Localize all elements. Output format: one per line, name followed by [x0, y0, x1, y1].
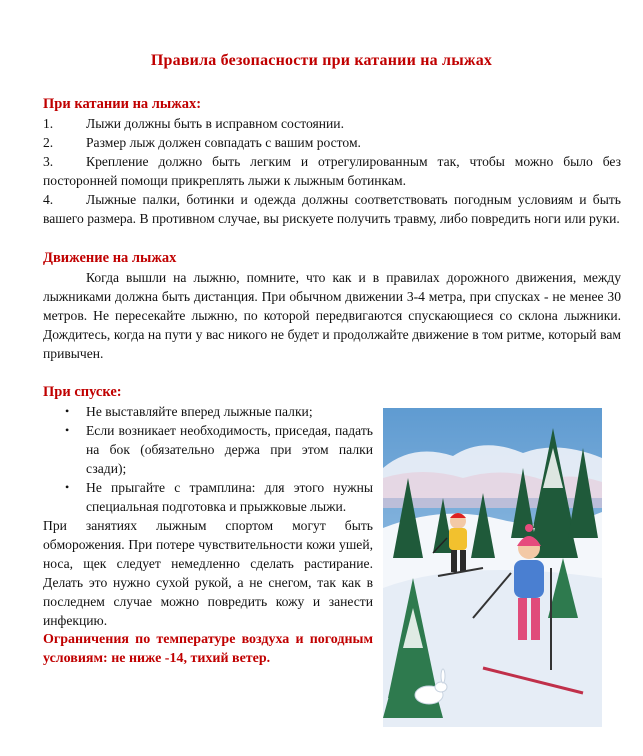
item-number: 2.	[43, 135, 54, 150]
cloud-shape	[383, 472, 602, 508]
frostbite-paragraph: При занятиях лыжным спортом могут быть обморожения. При потере чувствительности кожи ушей, носа, щек следует немедленно сделать растирание. Делать это нужно сухой рукой, а не снегом, так как в последнем случае можно повредить кожу и занести инфекцию.	[43, 518, 373, 628]
descent-rules-list	[43, 402, 373, 516]
riding-rules-heading: При катании на лыжах:	[43, 96, 202, 112]
page-title: Правила безопасности при катании на лыжах	[150, 52, 493, 69]
bullet-icon: •	[65, 423, 70, 437]
list-item	[43, 402, 373, 421]
list-item	[43, 114, 621, 133]
movement-paragraph: Когда вышли на лыжню, помните, что как и в правилах дорожного движения, между лыжниками должна быть дистанция. При обычном движении 3-4 метра, при спусках - не менее 30 метров. Не пересекайте лыжню, по которой передвигаются спускающиеся со склона лыжники. Дождитесь, когда на пути у вас никого не будет и продолжайте движение в том ритме, который вам привычен.	[43, 270, 621, 361]
list-item	[43, 133, 621, 152]
item-number: 3.	[43, 154, 54, 169]
movement-heading: Движение на лыжах	[43, 250, 177, 266]
list-item	[43, 478, 373, 516]
list-item	[43, 190, 621, 228]
item-text: Не выставляйте вперед лыжные палки;	[86, 404, 313, 419]
list-item	[43, 421, 373, 478]
item-number: 4.	[43, 192, 54, 207]
item-number: 1.	[43, 116, 54, 131]
item-text: Лыжные палки, ботинки и одежда должны соответствовать погодным условиям и быть вашего размера. В противном случае, вы рискуете получить травму, либо повредить ноги или руки.	[43, 192, 621, 226]
item-text: Лыжи должны быть в исправном состоянии.	[86, 116, 344, 131]
descent-section	[43, 383, 373, 668]
riding-rules-section	[43, 95, 621, 228]
item-text: Если возникает необходимость, приседая, падать на бок (обязательно держа при этом палки сзади);	[86, 423, 373, 476]
descent-heading: При спуске:	[43, 384, 122, 400]
item-text: Размер лыж должен совпадать с вашим ростом.	[86, 135, 361, 150]
temperature-restrictions: Ограничения по температуре воздуха и погодным условиям: не ниже -14, тихий ветер.	[43, 632, 373, 666]
item-text: Не прыгайте с трамплина: для этого нужны специальная подготовка и прыжковые лыжи.	[86, 480, 373, 514]
riding-rules-list	[43, 114, 621, 228]
bullet-icon: •	[65, 480, 70, 494]
bullet-icon: •	[65, 404, 70, 418]
skiing-children-illustration	[383, 408, 602, 727]
list-item	[43, 152, 621, 190]
item-text: Крепление должно быть легким и отрегулированным так, чтобы можно было без посторонней помощи прикреплять лыжи к лыжным ботинкам.	[43, 154, 621, 188]
movement-section	[43, 249, 621, 363]
